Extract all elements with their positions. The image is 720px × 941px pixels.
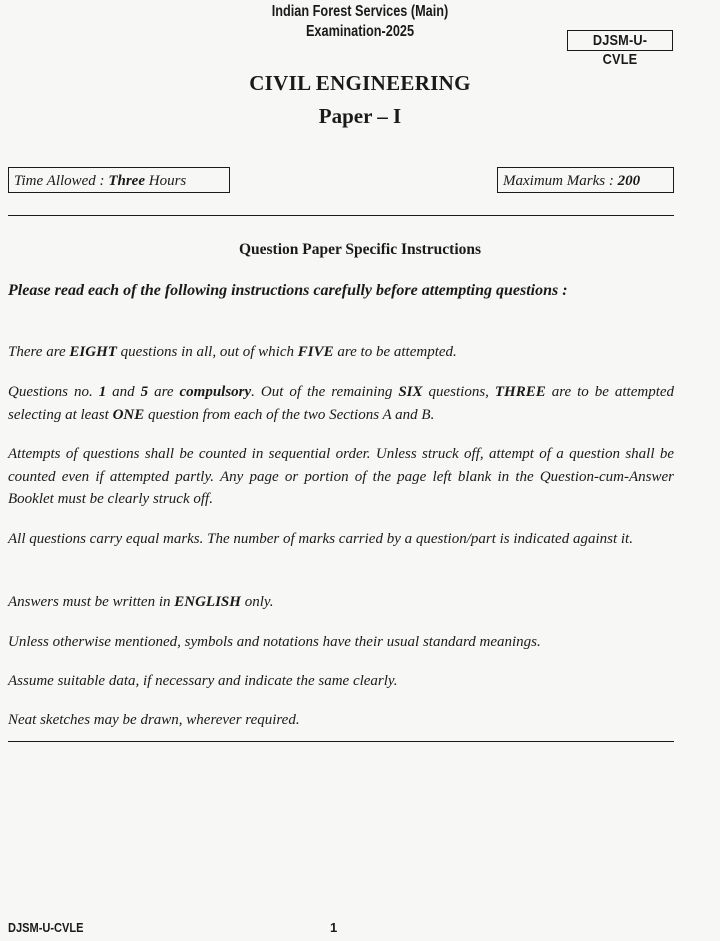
marks-value: 200 <box>617 173 641 189</box>
paper-title: Paper – I <box>318 104 402 128</box>
subject-title: CIVIL ENGINEERING <box>249 71 471 95</box>
bottom-divider <box>8 741 674 742</box>
time-unit: Hours <box>144 173 187 189</box>
instruction-3: Attempts of questions shall be counted in sequential order. Unless struck off, attempt of a question shall be counted even if attempted partly. Any page or portion of the page left blank in the Question-cum-Answer Booklet must be clearly struck off. <box>8 446 674 507</box>
instruction-2: Questions no. 1 and 5 are compulsory. Out of the remaining SIX questions, THREE are to be attempted selecting at least ONE question from each of the two Sections A and B. <box>8 384 675 423</box>
exam-name: Indian Forest Services (Main) <box>271 3 449 20</box>
footer-paper-code: DJSM-U-CVLE <box>8 920 84 935</box>
instruction-6: Unless otherwise mentioned, symbols and notations have their usual standard meanings. <box>8 634 541 650</box>
instructions-heading: Question Paper Specific Instructions <box>238 241 482 258</box>
instructions-lead: Please read each of the following instructions carefully before attempting questions : <box>8 282 568 299</box>
instruction-5: Answers must be written in ENGLISH only. <box>8 594 274 610</box>
marks-label: Maximum Marks : <box>503 173 618 189</box>
instruction-7: Assume suitable data, if necessary and indicate the same clearly. <box>8 673 398 689</box>
time-allowed-box <box>8 167 230 193</box>
time-label: Time Allowed : <box>14 173 109 189</box>
instruction-8: Neat sketches may be drawn, wherever required. <box>8 712 300 728</box>
top-divider <box>8 215 674 216</box>
maximum-marks-box <box>497 167 674 193</box>
exam-year: Examination-2025 <box>305 23 415 40</box>
time-value: Three <box>108 173 145 189</box>
instruction-4: All questions carry equal marks. The number of marks carried by a question/part is indicated against it. <box>8 531 633 547</box>
paper-code-box <box>567 30 673 68</box>
instruction-1: There are EIGHT questions in all, out of which FIVE are to be attempted. <box>8 344 457 360</box>
page-number: 1 <box>330 920 338 935</box>
paper-code: DJSM-U-CVLE <box>592 32 648 68</box>
